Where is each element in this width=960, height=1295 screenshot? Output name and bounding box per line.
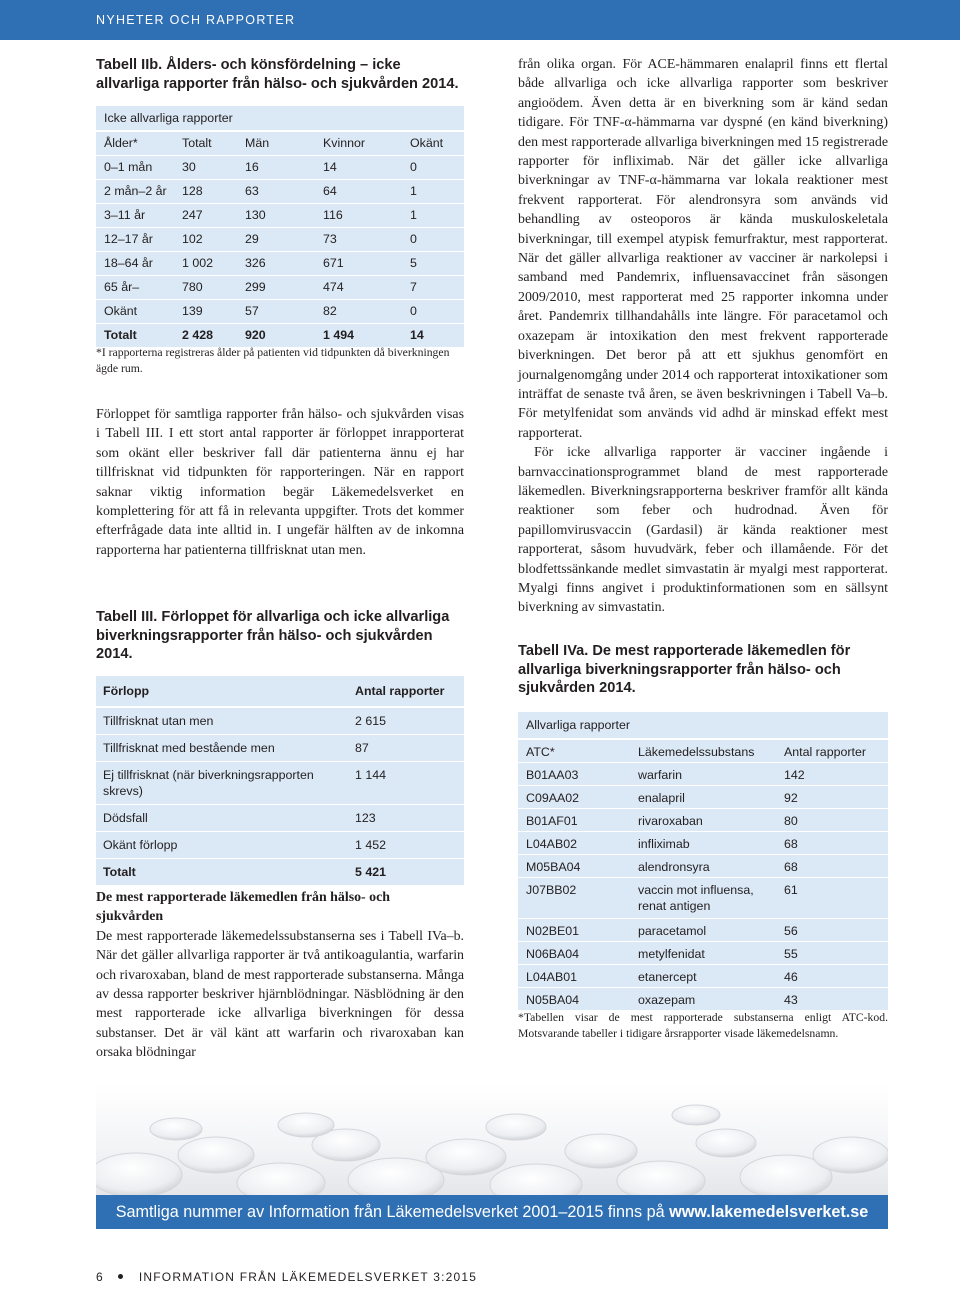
- table3-caption-block: [96, 608, 464, 664]
- table2b: [96, 106, 464, 348]
- table-row: [96, 252, 464, 276]
- table-cell: 920: [245, 328, 266, 342]
- table-cell: infliximab: [638, 837, 690, 851]
- promo-banner: [96, 1195, 888, 1229]
- table4a-col-header: Läkemedelssubstans: [638, 745, 755, 759]
- right-text-block: [518, 55, 888, 618]
- table-cell: 2 428: [182, 328, 214, 342]
- table-cell: 123: [355, 811, 376, 825]
- table-cell: 14: [323, 160, 337, 174]
- table-cell: Tillfrisknat utan men: [103, 714, 214, 728]
- table-row: [518, 763, 888, 786]
- table-row: [518, 786, 888, 809]
- table-cell: 64: [323, 184, 337, 198]
- table-cell: 474: [323, 280, 344, 294]
- table4a-col-header: ATC*: [526, 745, 555, 759]
- table-row: [96, 180, 464, 204]
- table-cell: 5: [410, 256, 417, 270]
- table-cell: L04AB02: [526, 837, 577, 851]
- table-cell: 1 144: [355, 768, 387, 782]
- right-paragraph: För icke allvarliga rapporter är vacciner ingående i barnvaccinationsprogrammet bland de mest rapporterade läkemedlen. Biverkningsrapporterna beskriver framför allt kända reaktioner som feber och hudrodnad. Även för papillomvirusvaccin (Gardasil) är kända reaktioner mest rapporterat, såsom huvudvärk, feber och illamående. För det blodfettssänkande medlet simvastatin är myalgi mest rapporterat. Myalgi finns angivet i produktinformationen som en sällsynt biverkning av simvastatin.: [518, 445, 888, 616]
- table-cell: 128: [182, 184, 203, 198]
- table4a-caption-block: [518, 642, 888, 698]
- table-cell: N05BA04: [526, 993, 580, 1007]
- table3-caption: Tabell III. Förloppet för allvarliga och icke allvarliga biverkningsrapporter från hälso- och sjukvården 2014.: [96, 609, 450, 663]
- table3-header-row: [96, 676, 464, 708]
- table-cell: 14: [410, 328, 424, 342]
- pills-photo: [96, 1085, 888, 1195]
- table-cell: 16: [245, 160, 259, 174]
- table-cell: 46: [784, 970, 798, 984]
- table-cell: 1 002: [182, 256, 214, 270]
- section-heading: De mest rapporterade läkemedlen från hälso- och sjukvården: [96, 890, 390, 925]
- table-cell: enalapril: [638, 791, 685, 805]
- table-cell: Dödsfall: [103, 811, 148, 825]
- table-cell: oxazepam: [638, 993, 696, 1007]
- banner-text: Samtliga nummer av Information från Läkemedelsverket 2001–2015 finns på: [115, 1203, 670, 1221]
- table-cell: L04AB01: [526, 970, 577, 984]
- table-cell: Totalt: [104, 328, 137, 342]
- table4a-title: Allvarliga rapporter: [518, 712, 888, 740]
- table-row: [96, 156, 464, 180]
- left-paragraph: Förloppet för samtliga rapporter från hälso- och sjukvården visas i Tabell III. I ett stort antal rapporter är förloppet inrapporterat som okänt eller beskriver fall där patienterna ännu ej har tillfrisknat vid tidpunkten för rapporteringen. När en rapport saknar viktig information begär Läkemedelsverket en komplettering för att få in relevanta uppgifter. Trots det kommer efterfrågade data inte alltid in. I ungefär hälften av de inkomna rapporterna har patienterna tillfrisknat utan men.: [96, 407, 464, 558]
- table-cell: 2 mån–2 år: [104, 184, 167, 198]
- table-row: [518, 878, 888, 919]
- table-cell: 2 615: [355, 714, 387, 728]
- table-cell: 0–1 mån: [104, 160, 153, 174]
- table2b-col-header: Ålder*: [104, 136, 138, 150]
- table-row: [96, 276, 464, 300]
- table-row: [96, 708, 464, 735]
- table-row: [518, 988, 888, 1011]
- table4a-footnote: *Tabellen visar de mest rapporterade substanserna enligt ATC-kod. Motsvarande tabeller i tidigare årsrapporter visade läkemedelsnamn.: [518, 1011, 888, 1040]
- table3-col-header: Antal rapporter: [355, 684, 445, 698]
- page-footer: [96, 1270, 477, 1284]
- table4a: [518, 712, 888, 1011]
- table4a-col-header: Antal rapporter: [784, 745, 866, 759]
- table-cell: 102: [182, 232, 203, 246]
- table-cell: 139: [182, 304, 203, 318]
- table4a-footnote-block: [518, 1010, 888, 1041]
- left-paragraph: De mest rapporterade läkemedelssubstanserna ses i Tabell IVa–b. När det gäller allvarliga rapporter är två antikoagulantia, warfarin och rivaroxaban, bland de mest rapporterade substanserna. Många av dessa rapporter beskriver hjärnblödningar. Näsblödning är den mest rapporterade icke allvarliga biverkningen för dessa substanser. Det är väl känt att warfarin och rivaroxaban kan orsaka blödningar: [96, 928, 464, 1061]
- table-cell: 61: [784, 883, 798, 897]
- table-cell: 80: [784, 814, 798, 828]
- table-cell: B01AA03: [526, 768, 579, 782]
- table-cell: Okänt förlopp: [103, 838, 178, 852]
- table-cell: 326: [245, 256, 266, 270]
- table-cell: Ej tillfrisknat (när biverkningsrapporten skrevs): [103, 768, 314, 798]
- table-cell: 56: [784, 924, 798, 938]
- table-cell: 116: [323, 208, 343, 222]
- table2b-footnote: *I rapporterna registreras ålder på patienten vid tidpunkten då biverkningen ägde rum.: [96, 346, 450, 375]
- table-row: [518, 942, 888, 965]
- table-row: [518, 919, 888, 942]
- table-row: [96, 762, 464, 805]
- table-cell: J07BB02: [526, 883, 577, 897]
- left-section-block: [96, 888, 464, 1063]
- table-cell: etanercept: [638, 970, 697, 984]
- website-link[interactable]: www.lakemedelsverket.se: [669, 1203, 869, 1221]
- table-cell: 43: [784, 993, 798, 1007]
- table3-total-row: [96, 859, 464, 886]
- table-cell: metylfenidat: [638, 947, 705, 961]
- table-cell: 7: [410, 280, 417, 294]
- table-cell: alendronsyra: [638, 860, 710, 874]
- table-row: [96, 300, 464, 324]
- table-cell: 1: [410, 208, 417, 222]
- table-row: [518, 832, 888, 855]
- left-paragraph-block: [96, 405, 464, 560]
- section-header-label: NYHETER OCH RAPPORTER: [96, 13, 296, 27]
- table-cell: 1: [410, 184, 417, 198]
- table-cell: 82: [323, 304, 337, 318]
- table-cell: 1 452: [355, 838, 387, 852]
- table-cell: 0: [410, 232, 417, 246]
- table3: [96, 676, 464, 886]
- table-cell: 247: [182, 208, 203, 222]
- table-cell: 55: [784, 947, 798, 961]
- table-cell: Okänt: [104, 304, 138, 318]
- table-cell: Totalt: [103, 865, 136, 879]
- table-cell: M05BA04: [526, 860, 581, 874]
- table-cell: 57: [245, 304, 259, 318]
- table-cell: 0: [410, 304, 417, 318]
- table2b-title: Icke allvarliga rapporter: [96, 106, 464, 132]
- table-cell: 18–64 år: [104, 256, 153, 270]
- table-cell: 65 år–: [104, 280, 140, 294]
- table-cell: N06BA04: [526, 947, 580, 961]
- table2b-caption: Tabell IIb. Ålders- och könsfördelning – icke allvarliga rapporter från hälso- och sjukvården 2014.: [96, 57, 459, 92]
- table-cell: 63: [245, 184, 259, 198]
- table4a-caption: Tabell IVa. De mest rapporterade läkemedlen för allvarliga biverkningsrapporter från hälso- och sjukvården 2014.: [518, 643, 851, 697]
- table4a-header-row: [518, 740, 888, 763]
- pills-illustration: [96, 1085, 888, 1195]
- table-row: [518, 965, 888, 988]
- table-cell: rivaroxaban: [638, 814, 703, 828]
- table-row: [518, 855, 888, 878]
- table-cell: paracetamol: [638, 924, 707, 938]
- table-cell: Tillfrisknat med bestående men: [103, 741, 275, 755]
- table-row: [96, 228, 464, 252]
- bullet-icon: [118, 1274, 123, 1279]
- table-row: [96, 805, 464, 832]
- table-row: [96, 735, 464, 762]
- table-cell: 30: [182, 160, 196, 174]
- table-cell: 68: [784, 860, 798, 874]
- right-paragraph: från olika organ. För ACE-hämmaren enalapril finns ett flertal både allvarliga och icke allvarliga rapporter som beskriver angioödem. Även detta är en biverkning som är känd sedan tidigare. För TNF-α-hämmarna var dyspné (en känd biverkning) den mest rapporterade allvarliga biverkningen med 15 registrerade rapporter för infliximab. När det gäller icke allvarliga biverkningar av TNF-α-hämmarna var lokala reaktioner mest frekvent rapporterat. För alendronsyra som används vid behandling av osteoporos är kända muskuloskeletala biverkningar, till exempel atypisk femurfraktur, mest rapporterat. När det gäller allvarliga reaktioner av vacciner är narkolepsi i samband med Pandemrix, influensavaccinet från säsongen 2009/2010, mest rapporterat med 25 rapporter inkomna under året. Pandemrix tillhandahålls inte längre. För paracetamol och oxazepam är intoxikation den mest frekvent rapporterade biverkningen. Det beror på att ett sjukhus genomfört en journalgenomgång under 2014 och rapporterat intoxikationer som inträffat de senaste två åren, se även beskrivningen i Tabell Va–b. För metylfenidat som används vid adhd är minskad effekt mest rapporterat.: [518, 57, 888, 441]
- table-cell: 0: [410, 160, 417, 174]
- table-cell: N02BE01: [526, 924, 580, 938]
- table2b-col-header: Män: [245, 136, 270, 150]
- table-row: [96, 204, 464, 228]
- table2b-footnote-block: [96, 345, 464, 376]
- table-cell: 87: [355, 741, 369, 755]
- table2b-col-header: Kvinnor: [323, 136, 366, 150]
- table2b-caption-block: [96, 56, 464, 93]
- table-cell: 671: [323, 256, 344, 270]
- page-number: 6: [96, 1270, 104, 1284]
- table-cell: 780: [182, 280, 203, 294]
- table-cell: B01AF01: [526, 814, 578, 828]
- table2b-col-header: Okänt: [410, 136, 444, 150]
- table-cell: 142: [784, 768, 805, 782]
- table-cell: 12–17 år: [104, 232, 153, 246]
- publication-name: INFORMATION FRÅN LÄKEMEDELSVERKET 3:2015: [138, 1270, 478, 1284]
- table-cell: 1 494: [323, 328, 355, 342]
- table-cell: 92: [784, 791, 798, 805]
- table-cell: 130: [245, 208, 266, 222]
- table3-col-header: Förlopp: [103, 684, 150, 698]
- table-cell: warfarin: [638, 768, 683, 782]
- table2b-header-row: [96, 132, 464, 156]
- table-cell: 73: [323, 232, 337, 246]
- table2b-col-header: Totalt: [182, 136, 212, 150]
- section-header-bar: [0, 0, 960, 40]
- table-cell: 5 421: [355, 865, 387, 879]
- table-cell: vaccin mot influensa, renat antigen: [638, 883, 754, 913]
- table-cell: 3–11 år: [104, 208, 146, 222]
- table-cell: 68: [784, 837, 798, 851]
- table-row: [518, 809, 888, 832]
- table-row: [96, 832, 464, 859]
- table-cell: C09AA02: [526, 791, 580, 805]
- table-cell: 29: [245, 232, 259, 246]
- table-cell: 299: [245, 280, 266, 294]
